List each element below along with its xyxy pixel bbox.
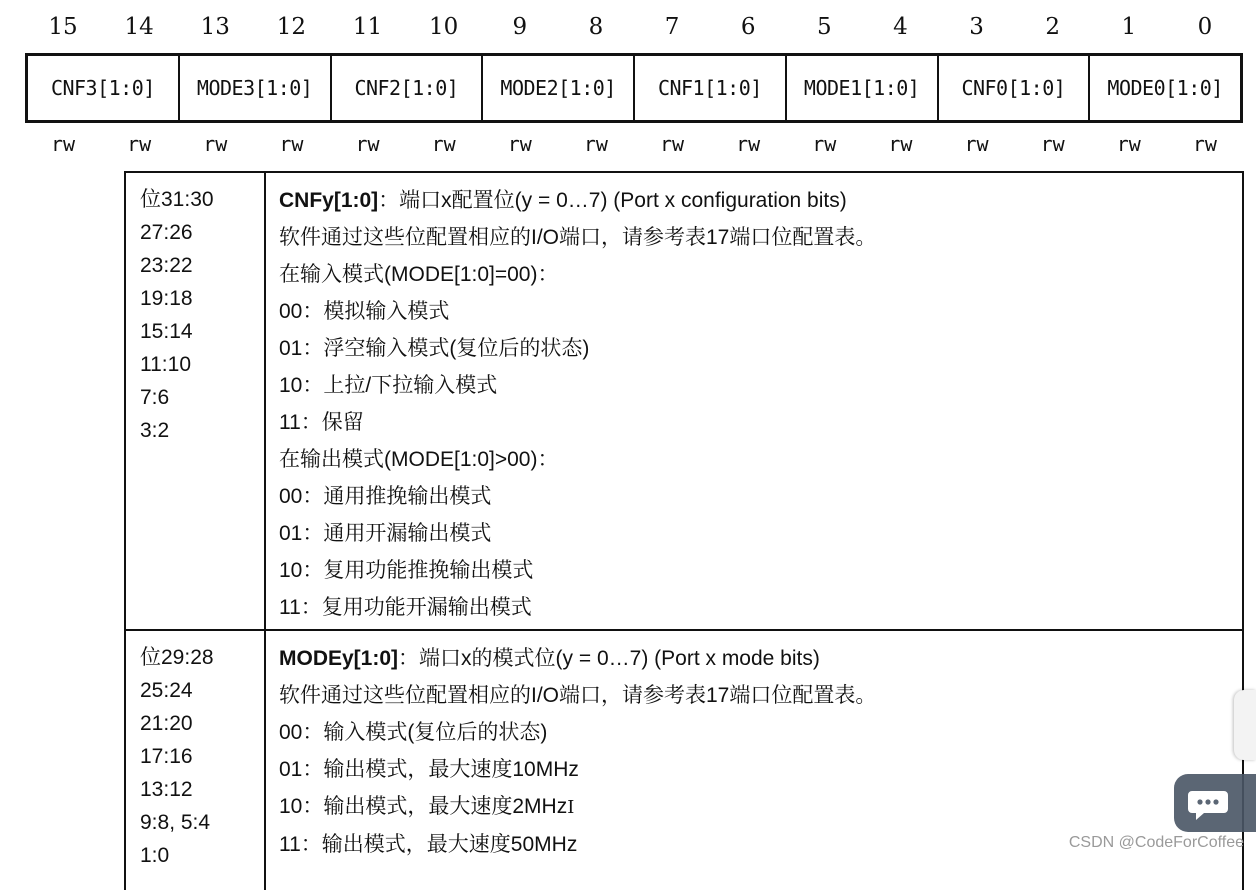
mode-bit-positions xyxy=(125,630,265,890)
bit-number: 9 xyxy=(512,14,528,40)
bit-position: 位31:30 xyxy=(140,188,214,211)
bit-number: 0 xyxy=(1197,14,1213,40)
bit-position: 21:20 xyxy=(140,712,193,735)
field-cnf3: CNF3[1:0] xyxy=(50,76,155,100)
description-line: 软件通过这些位配置相应的I/O端口，请参考表17端口位配置表。 xyxy=(279,684,877,707)
description-line: 11：保留 xyxy=(279,411,364,434)
field-cnf1: CNF1[1:0] xyxy=(633,56,785,120)
description-line: 00：输入模式(复位后的状态) xyxy=(279,721,548,744)
access-type: rw xyxy=(431,132,456,156)
bit-position: 17:16 xyxy=(140,745,193,768)
bit-position: 15:14 xyxy=(140,320,193,343)
description-line: 10：复用功能推挽输出模式 xyxy=(279,559,534,582)
bit-number-row xyxy=(25,14,1243,40)
access-type: rw xyxy=(127,132,152,156)
bit-number: 7 xyxy=(664,14,680,40)
access-type: rw xyxy=(812,132,837,156)
field-mode2: MODE2[1:0] xyxy=(481,56,633,120)
bit-number: 12 xyxy=(276,14,307,40)
description-line: 11：输出模式，最大速度50MHz xyxy=(279,833,578,856)
bit-number: 1 xyxy=(1121,14,1137,40)
bit-number: 13 xyxy=(200,14,230,40)
bit-number: 15 xyxy=(48,14,78,40)
field-cnf0: CNF0[1:0] xyxy=(937,56,1089,120)
bit-position: 位29:28 xyxy=(140,646,214,669)
cnf-description-row xyxy=(125,172,1243,630)
description-line: 00：模拟输入模式 xyxy=(279,300,450,323)
bit-number: 6 xyxy=(740,14,756,40)
cnf-description xyxy=(265,172,1243,630)
bit-position: 23:22 xyxy=(140,254,193,277)
cnf-field-caption: ：端口x配置位(y = 0…7) (Port x configuration bits) xyxy=(378,189,847,212)
text-cursor-icon: I xyxy=(567,797,575,818)
cnf-title xyxy=(279,182,1242,219)
access-type: rw xyxy=(279,132,304,156)
access-row xyxy=(25,132,1243,156)
field-cnf2: CNF2[1:0] xyxy=(330,56,482,120)
bit-number: 5 xyxy=(816,14,832,40)
description-line xyxy=(279,788,1242,826)
description-line-text: 10：输出模式，最大速度2MHz xyxy=(279,795,568,818)
bit-number: 3 xyxy=(969,14,984,40)
access-type: rw xyxy=(964,132,989,156)
access-type: rw xyxy=(888,132,913,156)
bit-position: 3:2 xyxy=(140,419,170,442)
access-type: rw xyxy=(507,132,532,156)
bit-number: 14 xyxy=(124,14,154,40)
bit-position: 19:18 xyxy=(140,287,193,310)
cnf-bit-positions xyxy=(125,172,265,630)
cnf-field-name: CNFy[1:0] xyxy=(279,189,379,212)
bit-position: 7:6 xyxy=(140,386,170,409)
access-type: rw xyxy=(660,132,685,156)
bit-number: 2 xyxy=(1045,14,1060,40)
description-line: 01：输出模式，最大速度10MHz xyxy=(279,758,579,781)
chat-bubble-icon xyxy=(1186,788,1230,822)
csdn-watermark: CSDN @CodeForCoffee xyxy=(1068,834,1244,851)
access-type: rw xyxy=(51,132,76,156)
register-field-row xyxy=(25,53,1243,123)
bit-number: 10 xyxy=(429,14,459,40)
description-line: 01：浮空输入模式(复位后的状态) xyxy=(279,337,590,360)
bit-number: 11 xyxy=(352,14,383,40)
access-type: rw xyxy=(583,132,608,156)
bit-position: 13:12 xyxy=(140,778,193,801)
description-line: 00：通用推挽输出模式 xyxy=(279,485,492,508)
field-mode3: MODE3[1:0] xyxy=(178,56,330,120)
side-panel-tab[interactable] xyxy=(1234,690,1256,760)
bit-position: 27:26 xyxy=(140,221,193,244)
bit-position: 25:24 xyxy=(140,679,193,702)
description-line: 01：通用开漏输出模式 xyxy=(279,522,492,545)
bit-number: 8 xyxy=(588,14,604,40)
bit-position: 1:0 xyxy=(140,844,170,867)
description-line: 11：复用功能开漏输出模式 xyxy=(279,596,532,619)
bit-number: 4 xyxy=(893,14,908,40)
access-type: rw xyxy=(1192,132,1217,156)
description-line: 软件通过这些位配置相应的I/O端口，请参考表17端口位配置表。 xyxy=(279,226,877,249)
access-type: rw xyxy=(1040,132,1065,156)
description-line: 在输出模式(MODE[1:0]>00)： xyxy=(279,448,559,471)
field-mode1: MODE1[1:0] xyxy=(785,56,937,120)
description-line: 在输入模式(MODE[1:0]=00)： xyxy=(279,263,559,286)
access-type: rw xyxy=(1116,132,1141,156)
access-type: rw xyxy=(355,132,380,156)
access-type: rw xyxy=(736,132,761,156)
description-line: 10：上拉/下拉输入模式 xyxy=(279,374,498,397)
mode-field-caption: ：端口x的模式位(y = 0…7) (Port x mode bits) xyxy=(398,647,820,670)
bit-position: 9:8, 5:4 xyxy=(140,811,211,834)
mode-title xyxy=(279,640,1242,677)
bit-position: 11:10 xyxy=(140,353,191,376)
bit-description-table xyxy=(124,171,1244,890)
access-type: rw xyxy=(203,132,228,156)
chat-button[interactable] xyxy=(1174,774,1256,832)
mode-field-name: MODEy[1:0] xyxy=(279,647,399,670)
field-mode0: MODE0[1:0] xyxy=(1088,56,1240,120)
